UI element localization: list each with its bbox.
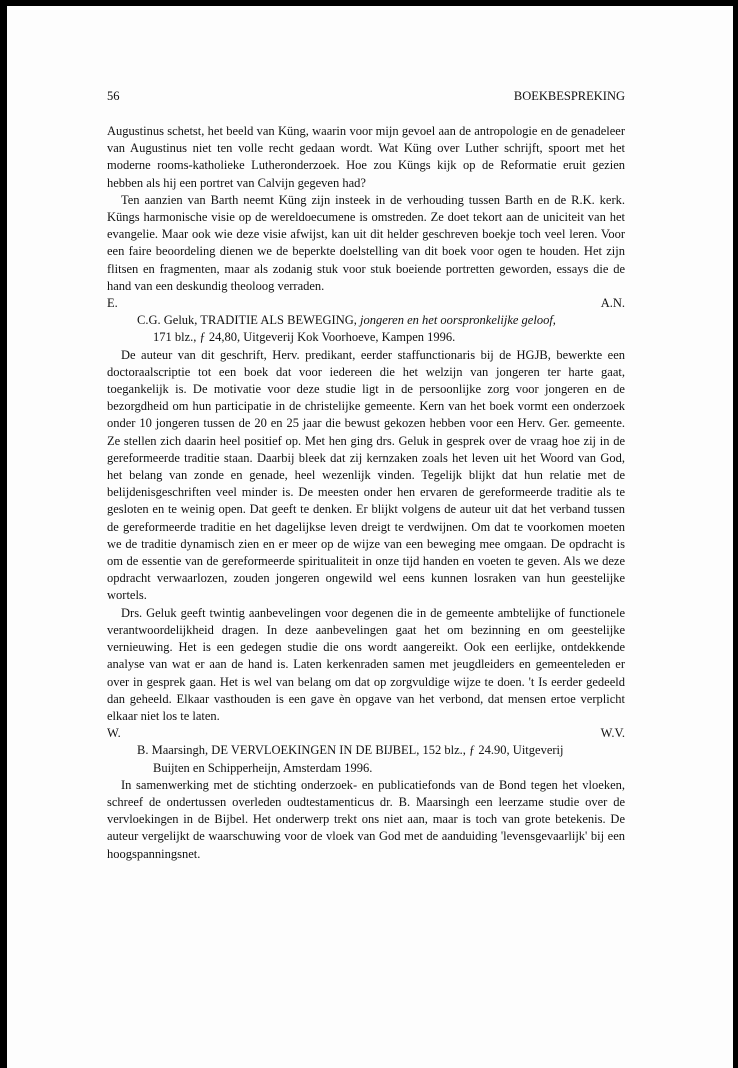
review1-sig-left: E.: [107, 296, 118, 311]
review2-bibliography: [107, 312, 625, 346]
document-page: [7, 6, 733, 1068]
review3-biblio-details: Buijten en Schipperheijn, Amsterdam 1996.: [153, 760, 373, 775]
review2-sig-right: W.V.: [600, 726, 625, 741]
review2-biblio-subtitle: jongeren en het oorspronkelijke geloof,: [360, 313, 556, 328]
review3-biblio-title: B. Maarsingh, DE VERVLOEKINGEN IN DE BIJBEL, 152 blz., ƒ 24.90, Uitgeverij: [137, 743, 564, 758]
page-body: [107, 123, 625, 863]
running-header: [107, 89, 625, 104]
review1-paragraph-2: Ten aanzien van Barth neemt Küng zijn insteek in de verhouding tussen Barth en de R.K. kerk. Küngs harmonische visie op de wereldoecumene is omstreden. Ze doet tekort aan de uniciteit van het evangelie. Maar ook wie deze visie afwijst, kan uit dit helder geschreven boekje toch veel leren. Voor een faire beoordeling dienen we de beperkte doelstelling van dit boek voor ogen te houden. Het zijn flitsen en fragmenten, maar als zodanig stuk voor stuk boeiende portretten geworden, essays die de hand van een deskundig theoloog verraden.: [107, 192, 625, 293]
review2-signature: [107, 725, 625, 742]
review2-biblio-start: C.G. Geluk, TRADITIE ALS BEWEGING,: [137, 313, 361, 328]
review1-signature: [107, 295, 625, 312]
review2-paragraph-1: De auteur van dit geschrift, Herv. predikant, eerder staffunctionaris bij de HGJB, bewerkte een doctoraalscriptie tot een boek dat voor iedereen die het welzijn van jongeren ter harte gaat, toegankelijk is. De motivatie voor deze studie ligt in de persoonlijke zorg voor jongeren en de bezorgdheid om hun participatie in de christelijke gemeente. Kern van het boek vormt een onderzoek onder 10 jongeren tussen de 20 en 25 jaar die bewust gekozen hebben voor een Herv. Ger. gemeente. Ze stellen zich daarin heel positief op. Met hen ging drs. Geluk in gesprek over de vraag hoe zij in de gereformeerde traditie staan. Daarbij bleek dat zij kernzaken zoals het leven uit het Woord van God, het belang van zonde en genade, heel wezenlijk vinden. Tegelijk blijkt dat hun relatie met de belijdenisgeschriften veel minder is. De meesten onder hen ervaren de gereformeerde traditie als te gesloten en te weinig open. Dat geeft te denken. Er blijkt volgens de auteur uit dat het verband tussen de gereformeerde traditie en het dagelijkse leven dreigt te verdwijnen. Om dat te voorkomen moeten we de traditie dynamisch zien en er meer op de wijze van een beweging mee omgaan. De opdracht is om de essentie van de gereformeerde spiritualiteit in onze tijd handen en voeten te geven. Als we deze opdracht verwaarlozen, zouden jongeren ongewild wel eens kunnen losraken van hun geestelijke wortels.: [107, 347, 625, 603]
review2-paragraph-2: Drs. Geluk geeft twintig aanbevelingen voor degenen die in de gemeente ambtelijke of functionele verantwoordelijkheid dragen. In deze aanbevelingen gaat het om bezinning en om geestelijke vernieuwing. Het is een gedegen studie die ons wordt aangereikt. Ook een eerlijke, ontdekkende analyse van wat er aan de hand is. Laten kerkenraden samen met jeugdleiders en gemeenteleden er over in gesprek gaan. Het is wel van belang om dat op zorgvuldige wijze te doen. 't Is eerder gedeeld dan geheeld. Elkaar vasthouden is een gave èn opgave van het verbond, dat mensen ertoe verplicht elkaar niet los te laten.: [107, 605, 625, 723]
page-number: 56: [107, 89, 120, 103]
section-title: BOEKBESPREKING: [513, 89, 625, 103]
review2-sig-left: W.: [107, 726, 121, 741]
review1-sig-right: A.N.: [600, 296, 625, 311]
review3-bibliography: [107, 742, 625, 776]
review2-biblio-details: 171 blz., ƒ 24,80, Uitgeverij Kok Voorhoeve, Kampen 1996.: [153, 330, 456, 345]
review3-paragraph-1: In samenwerking met de stichting onderzoek- en publicatiefonds van de Bond tegen het vloeken, schreef de ondertussen overleden oudtestamenticus dr. B. Maarsingh een leerzame studie over de vervloekingen in de Bijbel. Het onderwerp trekt ons niet aan, maar is toch van grote betekenis. De auteur vergelijkt de waarschuwing voor de vloek van God met de aanduiding 'levensgevaarlijk' bij een hoogspanningsnet.: [107, 777, 625, 861]
review1-paragraph-1: Augustinus schetst, het beeld van Küng, waarin voor mijn gevoel aan de antropologie en de genadeleer van Augustinus niet ten volle recht gedaan wordt. Wat Küng over Luther schrijft, spoort met het moderne rooms-katholieke Lutheronderzoek. Hoe zou Küngs kijk op de Reformatie eruit gezien hebben als hij een portret van Calvijn gegeven had?: [107, 124, 625, 190]
